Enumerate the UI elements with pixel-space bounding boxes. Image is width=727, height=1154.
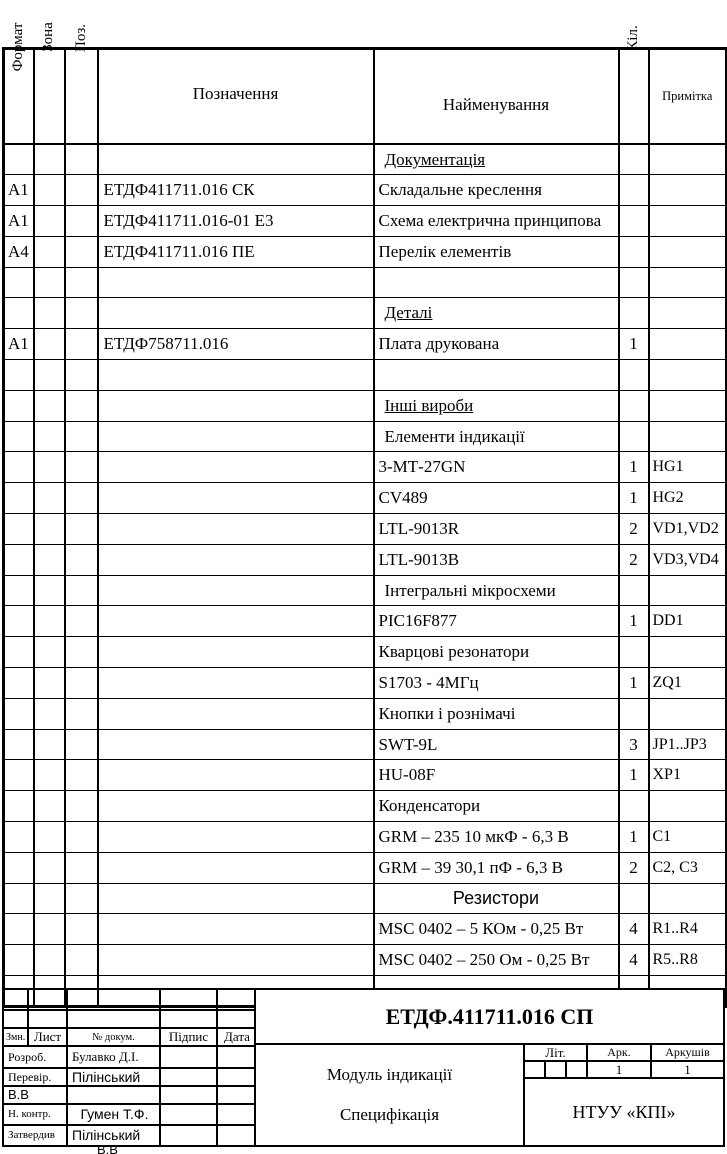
qty-cell — [619, 175, 649, 206]
empty-cell — [28, 989, 67, 1010]
zone-cell — [34, 883, 65, 914]
designation-cell: ЕТДФ411711.016-01 Е3 — [98, 206, 374, 237]
table-row — [4, 452, 727, 483]
zone-cell — [34, 637, 65, 668]
format-cell — [4, 483, 34, 514]
zone-cell — [34, 483, 65, 514]
zone-cell — [34, 575, 65, 606]
signature-table — [2, 988, 258, 1147]
designation-cell — [98, 791, 374, 822]
signature-row — [3, 1046, 257, 1068]
format-cell — [4, 575, 34, 606]
designation-cell — [98, 514, 374, 545]
designation-cell — [98, 637, 374, 668]
qty-cell — [619, 575, 649, 606]
note-cell: R5..R8 — [649, 945, 727, 976]
name-cell: MSC 0402 – 5 КОм - 0,25 Вт — [374, 914, 619, 945]
note-cell — [649, 144, 727, 175]
poz-cell — [65, 544, 98, 575]
signature-role-label: Розроб. — [3, 1046, 67, 1068]
qty-cell — [619, 144, 649, 175]
format-cell: А1 — [4, 175, 34, 206]
signature-row — [3, 1068, 257, 1086]
note-cell: C1 — [649, 822, 727, 853]
table-row — [4, 852, 727, 883]
sig-header-date: Дата — [217, 1028, 257, 1046]
note-cell — [649, 698, 727, 729]
name-cell: Кварцові резонатори — [374, 637, 619, 668]
name-cell: SWT-9L — [374, 729, 619, 760]
qty-cell — [619, 206, 649, 237]
signature-row — [3, 1104, 257, 1125]
designation-cell — [98, 945, 374, 976]
format-cell — [4, 668, 34, 699]
signature-name: Пілінський — [67, 1125, 160, 1146]
table-row — [4, 390, 727, 421]
format-cell — [4, 298, 34, 329]
note-cell — [649, 390, 727, 421]
table-row — [4, 360, 727, 391]
poz-cell — [65, 760, 98, 791]
format-cell — [4, 544, 34, 575]
format-cell — [4, 452, 34, 483]
name-cell: GRM – 39 30,1 пФ - 6,3 В — [374, 852, 619, 883]
signature-date-cell — [217, 1086, 257, 1103]
name-cell: Конденсатори — [374, 791, 619, 822]
poz-cell — [65, 914, 98, 945]
format-cell — [4, 883, 34, 914]
poz-cell — [65, 945, 98, 976]
signature-date-cell — [217, 1068, 257, 1086]
qty-cell: 2 — [619, 514, 649, 545]
name-cell: GRM – 235 10 мкФ - 6,3 В — [374, 822, 619, 853]
qty-cell — [619, 360, 649, 391]
note-cell — [649, 791, 727, 822]
qty-cell — [619, 236, 649, 267]
name-cell: Перелік елементів — [374, 236, 619, 267]
signature-row — [3, 1086, 257, 1103]
note-cell: VD3,VD4 — [649, 544, 727, 575]
table-row — [4, 914, 727, 945]
table-row — [4, 236, 727, 267]
name-cell: Деталі — [374, 298, 619, 329]
format-cell — [4, 421, 34, 452]
sig-header-docnum: № докум. — [67, 1028, 160, 1046]
document-title: Модуль індикації — [326, 1065, 453, 1084]
note-cell — [649, 206, 727, 237]
format-cell — [4, 514, 34, 545]
header-zone-cell — [34, 49, 65, 145]
table-row — [4, 698, 727, 729]
name-cell: Елементи індикації — [374, 421, 619, 452]
format-cell: А1 — [4, 329, 34, 360]
poz-cell — [65, 483, 98, 514]
signature-role-label: В.В — [3, 1086, 67, 1103]
signature-signature-cell — [160, 1068, 217, 1086]
designation-cell: ЕТДФ411711.016 ПЕ — [98, 236, 374, 267]
column-label-format: Формат — [10, 22, 26, 72]
table-row — [4, 267, 727, 298]
lit-label: Літ. — [523, 1043, 588, 1062]
note-cell — [649, 883, 727, 914]
signature-date-cell — [217, 1125, 257, 1146]
designation-cell — [98, 852, 374, 883]
signature-name: Булавко Д.І. — [67, 1046, 160, 1068]
name-cell: Кнопки і рознімачі — [374, 698, 619, 729]
empty-cell — [217, 1010, 257, 1028]
empty-cell — [28, 1010, 67, 1028]
note-cell — [649, 236, 727, 267]
designation-cell — [98, 144, 374, 175]
header-poz-cell — [65, 49, 98, 145]
empty-cell — [3, 1010, 28, 1028]
note-cell — [649, 421, 727, 452]
note-cell: R1..R4 — [649, 914, 727, 945]
header-designation: Позначення — [98, 49, 374, 145]
qty-cell: 3 — [619, 729, 649, 760]
note-cell: ZQ1 — [649, 668, 727, 699]
table-row — [4, 945, 727, 976]
note-cell: C2, C3 — [649, 852, 727, 883]
name-cell: LTL-9013B — [374, 544, 619, 575]
signature-name: Пілінський — [67, 1068, 160, 1086]
zone-cell — [34, 267, 65, 298]
designation-cell — [98, 421, 374, 452]
designation-cell — [98, 606, 374, 637]
note-cell: VD1,VD2 — [649, 514, 727, 545]
header-format-cell — [4, 49, 34, 145]
poz-cell — [65, 606, 98, 637]
zone-cell — [34, 945, 65, 976]
poz-cell — [65, 298, 98, 329]
header-name: Найменування — [374, 49, 619, 145]
note-cell — [649, 575, 727, 606]
signature-signature-cell — [160, 1046, 217, 1068]
poz-cell — [65, 637, 98, 668]
qty-cell: 1 — [619, 760, 649, 791]
format-cell — [4, 360, 34, 391]
name-cell: S1703 - 4МГц — [374, 668, 619, 699]
table-row — [4, 575, 727, 606]
name-cell: Резистори — [374, 883, 619, 914]
empty-cell — [67, 989, 160, 1010]
designation-cell — [98, 883, 374, 914]
signature-name: Гумен Т.Ф. — [67, 1104, 160, 1125]
qty-cell: 1 — [619, 452, 649, 483]
format-cell — [4, 945, 34, 976]
poz-cell — [65, 206, 98, 237]
table-row — [4, 144, 727, 175]
empty-cell — [160, 1010, 217, 1028]
name-cell: Схема електрична принципова — [374, 206, 619, 237]
name-cell: PIC16F877 — [374, 606, 619, 637]
note-cell: HG2 — [649, 483, 727, 514]
signature-role-label: Затвердив — [3, 1125, 67, 1146]
table-row — [4, 637, 727, 668]
empty-cell — [217, 989, 257, 1010]
zone-cell — [34, 360, 65, 391]
poz-cell — [65, 267, 98, 298]
format-cell — [4, 729, 34, 760]
qty-cell: 1 — [619, 329, 649, 360]
qty-cell — [619, 298, 649, 329]
name-cell: CV489 — [374, 483, 619, 514]
zone-cell — [34, 606, 65, 637]
spec-table — [2, 47, 727, 1008]
name-cell — [374, 360, 619, 391]
designation-cell — [98, 914, 374, 945]
poz-cell — [65, 729, 98, 760]
format-cell — [4, 791, 34, 822]
table-row — [4, 483, 727, 514]
table-row — [4, 883, 727, 914]
designation-cell — [98, 544, 374, 575]
table-row — [4, 791, 727, 822]
signature-date-cell — [217, 1046, 257, 1068]
format-cell: А1 — [4, 206, 34, 237]
name-cell: HU-08F — [374, 760, 619, 791]
note-cell — [649, 175, 727, 206]
qty-cell: 1 — [619, 668, 649, 699]
note-cell: XP1 — [649, 760, 727, 791]
sheet-label: Арк. — [586, 1043, 652, 1062]
qty-cell — [619, 390, 649, 421]
poz-cell — [65, 236, 98, 267]
zone-cell — [34, 760, 65, 791]
table-row — [4, 206, 727, 237]
format-cell — [4, 914, 34, 945]
format-cell — [4, 606, 34, 637]
zone-cell — [34, 698, 65, 729]
designation-cell — [98, 360, 374, 391]
format-cell — [4, 267, 34, 298]
qty-cell — [619, 637, 649, 668]
zone-cell — [34, 390, 65, 421]
poz-cell — [65, 175, 98, 206]
table-row — [4, 729, 727, 760]
designation-cell — [98, 668, 374, 699]
name-cell: MSC 0402 – 250 Ом - 0,25 Вт — [374, 945, 619, 976]
signature-signature-cell — [160, 1086, 217, 1103]
designation-cell — [98, 483, 374, 514]
name-cell: Інтегральні мікросхеми — [374, 575, 619, 606]
poz-cell — [65, 575, 98, 606]
format-cell — [4, 637, 34, 668]
designation-cell: ЕТДФ411711.016 СК — [98, 175, 374, 206]
table-row — [4, 822, 727, 853]
designation-cell — [98, 267, 374, 298]
designation-cell — [98, 822, 374, 853]
note-cell: HG1 — [649, 452, 727, 483]
poz-cell — [65, 791, 98, 822]
zone-cell — [34, 298, 65, 329]
sig-empty-row — [3, 989, 257, 1010]
qty-cell: 4 — [619, 945, 649, 976]
zone-cell — [34, 452, 65, 483]
poz-cell — [65, 698, 98, 729]
signature-row — [3, 1125, 257, 1146]
format-cell — [4, 822, 34, 853]
poz-cell — [65, 390, 98, 421]
qty-cell: 1 — [619, 606, 649, 637]
format-cell — [4, 390, 34, 421]
poz-cell — [65, 822, 98, 853]
designation-cell — [98, 575, 374, 606]
qty-cell — [619, 791, 649, 822]
qty-cell: 1 — [619, 483, 649, 514]
note-cell — [649, 329, 727, 360]
signature-signature-cell — [160, 1125, 217, 1146]
document-subtitle: Специфікація — [339, 1105, 440, 1124]
table-row — [4, 668, 727, 699]
qty-cell — [619, 421, 649, 452]
format-cell: А4 — [4, 236, 34, 267]
sheets-label: Аркушів — [650, 1043, 725, 1062]
table-row — [4, 421, 727, 452]
zone-cell — [34, 421, 65, 452]
sheets-total: 1 — [650, 1060, 725, 1079]
zone-cell — [34, 544, 65, 575]
title-block — [2, 988, 725, 1147]
empty-cell — [160, 989, 217, 1010]
qty-cell: 1 — [619, 822, 649, 853]
zone-cell — [34, 668, 65, 699]
zone-cell — [34, 852, 65, 883]
signature-overflow-text: В.В — [97, 1142, 118, 1154]
table-row — [4, 329, 727, 360]
zone-cell — [34, 236, 65, 267]
sig-header-row — [3, 1028, 257, 1046]
qty-cell — [619, 267, 649, 298]
document-title-cell — [254, 1043, 525, 1147]
qty-cell: 2 — [619, 544, 649, 575]
sheet-number: 1 — [586, 1060, 652, 1079]
designation-cell — [98, 390, 374, 421]
table-row — [4, 298, 727, 329]
designation-cell — [98, 298, 374, 329]
poz-cell — [65, 852, 98, 883]
designation-cell: ЕТДФ758711.016 — [98, 329, 374, 360]
poz-cell — [65, 883, 98, 914]
column-label-qty: Кіл. — [625, 25, 641, 51]
qty-cell — [619, 883, 649, 914]
format-cell — [4, 852, 34, 883]
signature-role-label: Н. контр. — [3, 1104, 67, 1125]
spec-header-row — [4, 49, 727, 145]
name-cell: Документація — [374, 144, 619, 175]
poz-cell — [65, 452, 98, 483]
note-cell: JP1..JP3 — [649, 729, 727, 760]
signature-date-cell — [217, 1104, 257, 1125]
document-code: ЕТДФ.411711.016 СП — [254, 988, 725, 1045]
designation-cell — [98, 729, 374, 760]
signature-role-label: Перевір. — [3, 1068, 67, 1086]
qty-cell: 4 — [619, 914, 649, 945]
table-row — [4, 544, 727, 575]
name-cell: 3-МТ-27GN — [374, 452, 619, 483]
column-label-poz: Поз. — [73, 24, 89, 53]
zone-cell — [34, 914, 65, 945]
qty-cell: 2 — [619, 852, 649, 883]
table-row — [4, 606, 727, 637]
poz-cell — [65, 514, 98, 545]
zone-cell — [34, 729, 65, 760]
name-cell: Плата друкована — [374, 329, 619, 360]
poz-cell — [65, 360, 98, 391]
poz-cell — [65, 329, 98, 360]
table-row — [4, 514, 727, 545]
empty-cell — [67, 1010, 160, 1028]
designation-cell — [98, 698, 374, 729]
format-cell — [4, 698, 34, 729]
table-row — [4, 175, 727, 206]
designation-cell — [98, 760, 374, 791]
signature-name — [67, 1086, 160, 1103]
poz-cell — [65, 668, 98, 699]
empty-cell — [3, 989, 28, 1010]
table-row — [4, 760, 727, 791]
name-cell: LTL-9013R — [374, 514, 619, 545]
sig-rows — [3, 1046, 257, 1146]
name-cell — [374, 267, 619, 298]
sig-header-signature: Підпис — [160, 1028, 217, 1046]
sig-empty-row — [3, 1010, 257, 1028]
zone-cell — [34, 144, 65, 175]
name-cell: Складальне креслення — [374, 175, 619, 206]
designation-cell — [98, 452, 374, 483]
format-cell — [4, 760, 34, 791]
poz-cell — [65, 144, 98, 175]
zone-cell — [34, 175, 65, 206]
sig-header-list: Лист — [28, 1028, 67, 1046]
note-cell — [649, 360, 727, 391]
note-cell — [649, 637, 727, 668]
note-cell — [649, 267, 727, 298]
spec-table-body — [4, 144, 727, 1006]
note-cell: DD1 — [649, 606, 727, 637]
zone-cell — [34, 822, 65, 853]
column-label-zone: Зона — [40, 22, 56, 52]
format-cell — [4, 144, 34, 175]
signature-signature-cell — [160, 1104, 217, 1125]
zone-cell — [34, 514, 65, 545]
header-qty-cell — [619, 49, 649, 145]
zone-cell — [34, 791, 65, 822]
sig-header-zmn: Змн. — [3, 1028, 28, 1046]
organization: НТУУ «КПІ» — [523, 1077, 725, 1147]
zone-cell — [34, 329, 65, 360]
name-cell: Інші вироби — [374, 390, 619, 421]
header-note: Примітка — [649, 49, 727, 145]
poz-cell — [65, 421, 98, 452]
zone-cell — [34, 206, 65, 237]
qty-cell — [619, 698, 649, 729]
note-cell — [649, 298, 727, 329]
